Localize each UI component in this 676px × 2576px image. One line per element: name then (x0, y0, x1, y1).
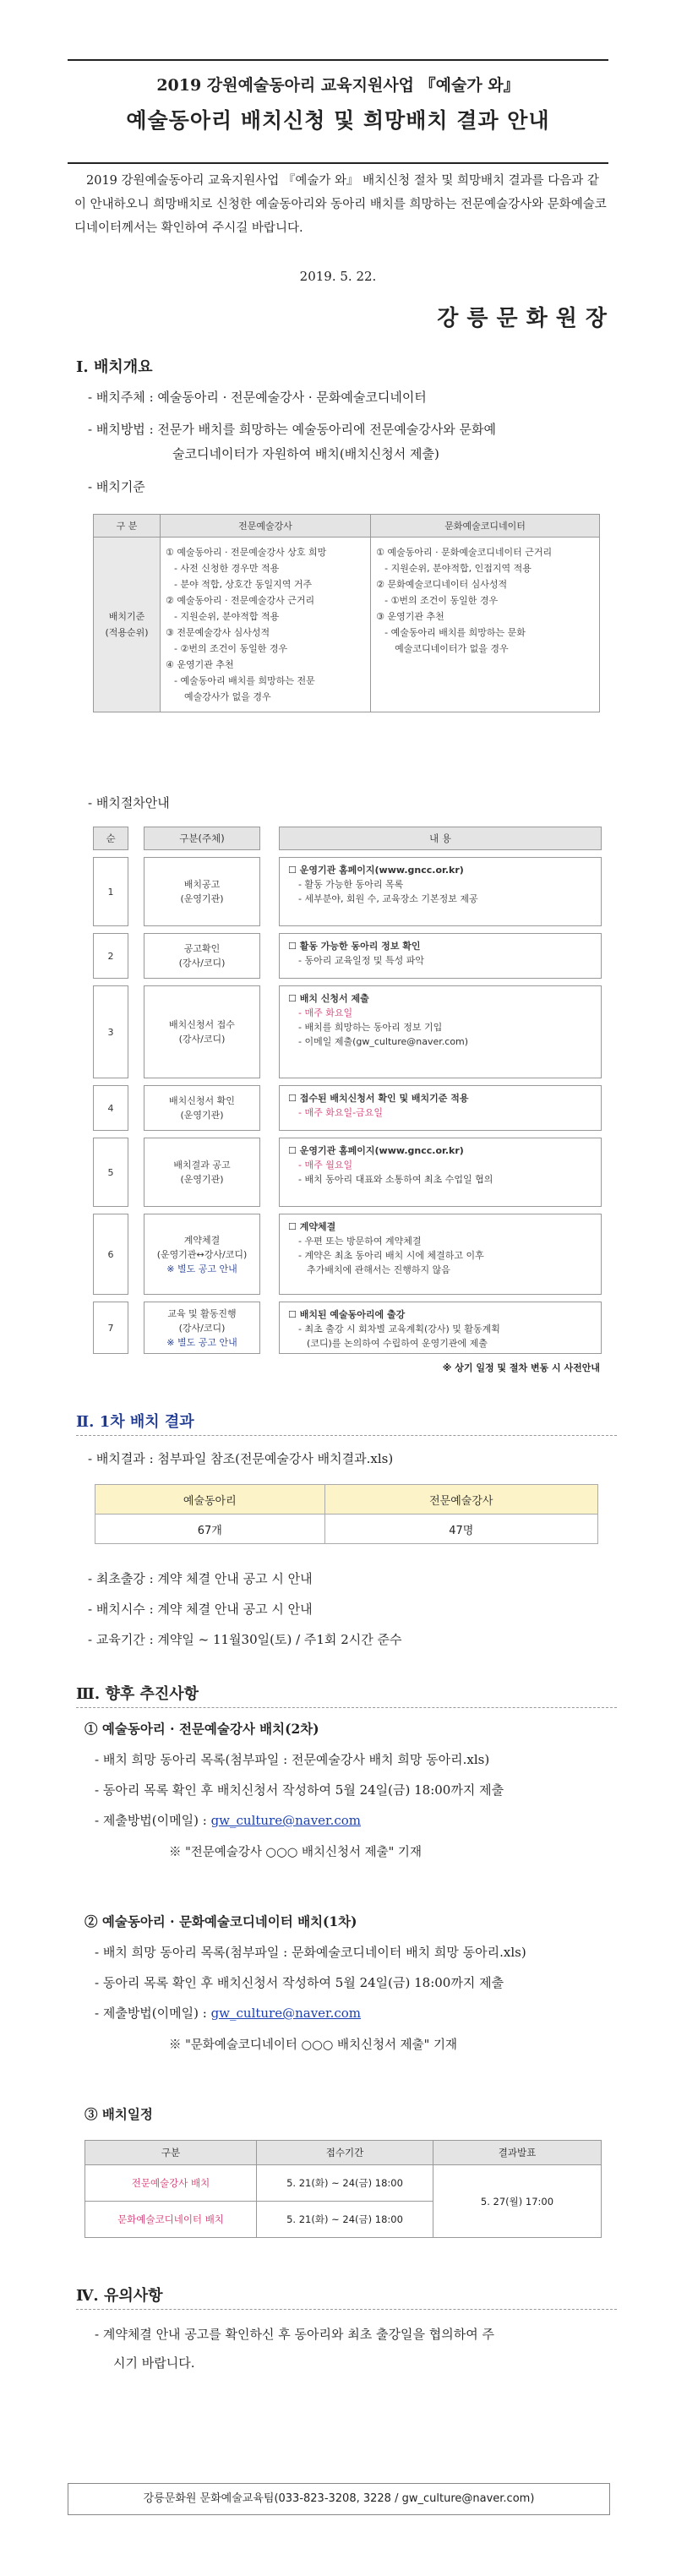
procedure-step-detail: - 활동 가능한 동아리 목록 (298, 879, 404, 890)
procedure-step-detail: - 계약은 최초 동아리 배치 시에 체결하고 이후 (298, 1250, 484, 1261)
procedure-step-subject-line: 배치신청서 접수 (169, 1019, 235, 1030)
section4-divider (76, 2309, 617, 2310)
criteria-header-coordinator: 문화예술코디네이터 (371, 515, 600, 538)
criteria-item: - 지원순위, 분야적합, 인접지역 적용 (384, 563, 532, 574)
procedure-step-detail: - 매주 화요일-금요일 (298, 1107, 383, 1118)
sub2-email-link[interactable]: gw_culture@naver.com (210, 2006, 361, 2021)
procedure-step-number: 5 (93, 1138, 128, 1207)
procedure-step-number: 4 (93, 1085, 128, 1131)
procedure-footnote: ※ 상기 일정 및 절차 변동 시 사전안내 (442, 1362, 600, 1373)
result-value-clubs: 67개 (95, 1514, 325, 1544)
procedure-step-title: ☐ 활동 가능한 동아리 정보 확인 (288, 941, 421, 952)
header-main-title: 예술동아리 배치신청 및 희망배치 결과 안내 (126, 108, 550, 133)
intro-paragraph: 2019 강원예술동아리 교육지원사업 『예술가 와』 배치신청 절차 및 희망배치 결과를 다음과 같이 안내하오니 희망배치로 신청한 예술동아리와 동아리 배치를 희망하는 전문예술강사와 문화예술코디네이터께서는 확인하여 주시길 바랍니다. (74, 174, 607, 235)
placement-method-line1: - 배치방법 : 전문가 배치를 희망하는 예술동아리에 전문예술강사와 문화예 (88, 422, 496, 437)
criteria-item: - 예술동아리 배치를 희망하는 문화 (384, 627, 526, 638)
result-header-clubs: 예술동아리 (95, 1485, 325, 1514)
section3-divider (76, 1707, 617, 1708)
procedure-step-content (279, 857, 602, 926)
procedure-step-subject (144, 933, 260, 979)
procedure-header-subject: 구분(주체) (144, 827, 260, 850)
procedure-step-number: 1 (93, 857, 128, 926)
criteria-item: 예술강사가 없을 경우 (184, 691, 271, 702)
procedure-step-detail: - 이메일 제출(gw_culture@naver.com) (298, 1036, 469, 1047)
procedure-step-subject (144, 1138, 260, 1207)
procedure-step-detail: 추가배치에 관해서는 진행하지 않음 (307, 1264, 450, 1275)
placement-method-line2: 술코디네이터가 자원하여 배치(배치신청서 제출) (172, 446, 439, 461)
procedure-header-num: 순 (93, 827, 128, 850)
procedure-step-content (279, 1085, 602, 1131)
header-program-title: 2019 강원예술동아리 교육지원사업 『예술가 와』 (156, 76, 520, 95)
section3-title: Ⅲ. 향후 추진사항 (76, 1685, 199, 1703)
procedure-step-subject-line: 공고확인 (183, 943, 221, 954)
sub1-line: - 동아리 목록 확인 후 배치신청서 작성하여 5월 24일(금) 18:00까지 제출 (95, 1782, 504, 1798)
document-header (68, 59, 608, 164)
sub1-email-line (95, 1809, 361, 1833)
issuer-name: 강릉문화원장 (437, 306, 615, 331)
criteria-header-category: 구 분 (94, 515, 161, 538)
schedule-header-result: 결과발표 (433, 2141, 602, 2165)
sub1-note: ※ "전문예술강사 ○○○ 배치신청서 제출" 기재 (169, 1846, 422, 1859)
section2-title: Ⅱ. 1차 배치 결과 (76, 1413, 194, 1431)
procedure-step-number: 3 (93, 985, 128, 1078)
criteria-item: - 지원순위, 분야적합 적용 (174, 611, 280, 622)
schedule-row-label: 문화예술코디네이터 배치 (85, 2202, 257, 2238)
criteria-item: ② 문화예술코디네이터 심사성적 (376, 579, 508, 590)
procedure-step-number: 7 (93, 1302, 128, 1354)
criteria-item: - 예술동아리 배치를 희망하는 전문 (174, 675, 315, 686)
schedule-result-date: 5. 27(월) 17:00 (433, 2165, 602, 2238)
schedule-row-label: 전문예술강사 배치 (85, 2165, 257, 2202)
criteria-item: ① 예술동아리 · 전문예술강사 상호 희망 (166, 547, 327, 558)
schedule-row-period: 5. 21(화) ~ 24(금) 18:00 (257, 2202, 433, 2238)
procedure-label: - 배치절차안내 (88, 795, 170, 810)
procedure-step-content (279, 985, 602, 1078)
criteria-coordinator-cell (371, 538, 600, 712)
procedure-step-subject-line: (강사/코디) (178, 1034, 226, 1045)
education-period-line: - 교육기간 : 계약일 ~ 11월30일(토) / 주1회 2시간 준수 (88, 1632, 402, 1647)
sub2-email-label: - 제출방법(이메일) : (95, 2006, 211, 2021)
criteria-item: - ①번의 조건이 동일한 경우 (384, 595, 499, 606)
procedure-step-subject-line: (운영기관) (180, 1174, 224, 1185)
criteria-item: ④ 운영기관 추천 (166, 659, 234, 670)
result-table (95, 1484, 598, 1544)
document-date: 2019. 5. 22. (299, 269, 377, 284)
schedule-header-category: 구분 (85, 2141, 257, 2165)
procedure-step-note: ※ 별도 공고 안내 (166, 1263, 237, 1274)
placement-result-line: - 배치결과 : 첨부파일 참조(전문예술강사 배치결과.xls) (88, 1451, 394, 1466)
procedure-step-subject-line: 계약체결 (183, 1234, 221, 1246)
sub2-line: - 배치 희망 동아리 목록(첨부파일 : 문화예술코디네이터 배치 희망 동아리.xls) (95, 1945, 526, 1960)
procedure-step-subject (144, 1085, 260, 1131)
sub2-note: ※ "문화예술코디네이터 ○○○ 배치신청서 제출" 기재 (169, 2038, 457, 2052)
procedure-step-detail: - 매주 화요일 (298, 1007, 353, 1018)
criteria-item: - 분야 적합, 상호간 동일지역 거주 (174, 579, 313, 590)
session-hours-line: - 배치시수 : 계약 체결 안내 공고 시 안내 (88, 1602, 313, 1617)
sub2-title: ② 예술동아리 · 문화예술코디네이터 배치(1차) (84, 1913, 357, 1929)
criteria-row-label-2: (적용순위) (105, 627, 149, 638)
placement-subject: - 배치주체 : 예술동아리 · 전문예술강사 · 문화예술코디네이터 (88, 390, 427, 405)
criteria-item: - ②번의 조건이 동일한 경우 (174, 643, 288, 654)
procedure-step-number: 2 (93, 933, 128, 979)
procedure-step-detail: - 우편 또는 방문하여 계약체결 (298, 1236, 422, 1247)
sub2-line: - 동아리 목록 확인 후 배치신청서 작성하여 5월 24일(금) 18:00까지 제출 (95, 1975, 504, 1990)
schedule-header-period: 접수기간 (257, 2141, 433, 2165)
sub3-title: ③ 배치일정 (84, 2106, 153, 2122)
procedure-step-detail: - 배치를 희망하는 동아리 정보 기입 (298, 1022, 443, 1033)
sub1-email-label: - 제출방법(이메일) : (95, 1813, 211, 1828)
procedure-step-title: ☐ 배치 신청서 제출 (288, 993, 369, 1004)
first-session-line: - 최초출강 : 계약 체결 안내 공고 시 안내 (88, 1571, 313, 1586)
criteria-item: ② 예술동아리 · 전문예술강사 근거리 (166, 595, 315, 606)
criteria-row-label (94, 538, 161, 712)
criteria-header-instructor: 전문예술강사 (161, 515, 371, 538)
procedure-step-detail: - 최초 출강 시 회차별 교육계획(강사) 및 활동계획 (298, 1323, 500, 1334)
procedure-step-content (279, 1138, 602, 1207)
procedure-step-subject-line: (운영기관) (180, 1110, 224, 1121)
criteria-item: ③ 운영기관 추천 (376, 611, 444, 622)
sub1-line: - 배치 희망 동아리 목록(첨부파일 : 전문예술강사 배치 희망 동아리.xls) (95, 1752, 490, 1767)
procedure-step-content (279, 1214, 602, 1295)
procedure-step-subject-line: (강사/코디) (178, 958, 226, 969)
procedure-step-detail: - 배치 동아리 대표와 소통하여 최초 수업일 협의 (298, 1174, 493, 1185)
result-header-instructors: 전문예술강사 (324, 1485, 597, 1514)
procedure-step-detail: (코디)를 논의하여 수립하여 운영기관에 제출 (307, 1338, 488, 1349)
procedure-step-subject (144, 857, 260, 926)
procedure-step-title: ☐ 계약체결 (288, 1221, 336, 1232)
sub1-email-link[interactable]: gw_culture@naver.com (210, 1813, 361, 1828)
procedure-step-subject (144, 1214, 260, 1295)
caution-line2: 시기 바랍니다. (113, 2355, 195, 2371)
procedure-step-content (279, 1302, 602, 1354)
procedure-step-subject-line: 교육 및 활동진행 (167, 1307, 237, 1319)
sub2-email-line (95, 2001, 361, 2026)
procedure-step-subject (144, 1302, 260, 1354)
procedure-step-subject-line: (운영기관) (180, 893, 224, 904)
section4-title: Ⅳ. 유의사항 (76, 2287, 163, 2305)
section2-divider (76, 1435, 617, 1436)
criteria-item: ③ 전문예술강사 심사성적 (166, 627, 270, 638)
procedure-step-number: 6 (93, 1214, 128, 1295)
procedure-step-content (279, 933, 602, 979)
criteria-item: 예술코디네이터가 없을 경우 (395, 643, 509, 654)
criteria-instructor-cell (161, 538, 371, 712)
criteria-row-label-1: 배치기준 (108, 611, 145, 622)
schedule-row-period: 5. 21(화) ~ 24(금) 18:00 (257, 2165, 433, 2202)
criteria-table (93, 514, 600, 712)
procedure-step-title: ☐ 접수된 배치신청서 확인 및 배치기준 적용 (288, 1093, 469, 1104)
schedule-table (84, 2140, 602, 2238)
procedure-step-subject-line: 배치공고 (183, 879, 221, 890)
result-value-instructors: 47명 (324, 1514, 597, 1544)
procedure-step-detail: - 동아리 교육일정 및 특성 파악 (298, 955, 424, 966)
procedure-step-title: ☐ 운영기관 홈페이지(www.gncc.or.kr) (288, 1145, 464, 1156)
contact-footer: 강릉문화원 문화예술교육팀(033-823-3208, 3228 / gw_culture@naver.com) (68, 2483, 610, 2515)
procedure-step-subject-line: (운영기관↔강사/코디) (156, 1248, 248, 1260)
sub1-title: ① 예술동아리 · 전문예술강사 배치(2차) (84, 1721, 319, 1737)
criteria-item: ① 예술동아리 · 문화예술코디네이터 근거리 (376, 547, 553, 558)
caution-line1: - 계약체결 안내 공고를 확인하신 후 동아리와 최초 출강일을 협의하여 주 (95, 2327, 494, 2342)
placement-criteria-label: - 배치기준 (88, 479, 145, 494)
section1-title: Ⅰ. 배치개요 (76, 358, 153, 376)
procedure-step-subject (144, 985, 260, 1078)
procedure-step-note: ※ 별도 공고 안내 (166, 1336, 237, 1348)
procedure-step-detail: - 매주 월요일 (298, 1160, 353, 1171)
procedure-step-title: ☐ 운영기관 홈페이지(www.gncc.or.kr) (288, 865, 464, 876)
procedure-header-content: 내 용 (279, 827, 602, 850)
procedure-step-subject-line: 배치결과 공고 (173, 1160, 231, 1171)
criteria-item: - 사전 신청한 경우만 적용 (174, 563, 280, 574)
procedure-step-title: ☐ 배치된 예술동아리에 출강 (288, 1309, 406, 1320)
procedure-step-subject-line: 배치신청서 확인 (169, 1095, 235, 1106)
procedure-step-subject-line: (강사/코디) (178, 1322, 226, 1334)
procedure-step-detail: - 세부분야, 회원 수, 교육장소 기본정보 제공 (298, 893, 478, 904)
